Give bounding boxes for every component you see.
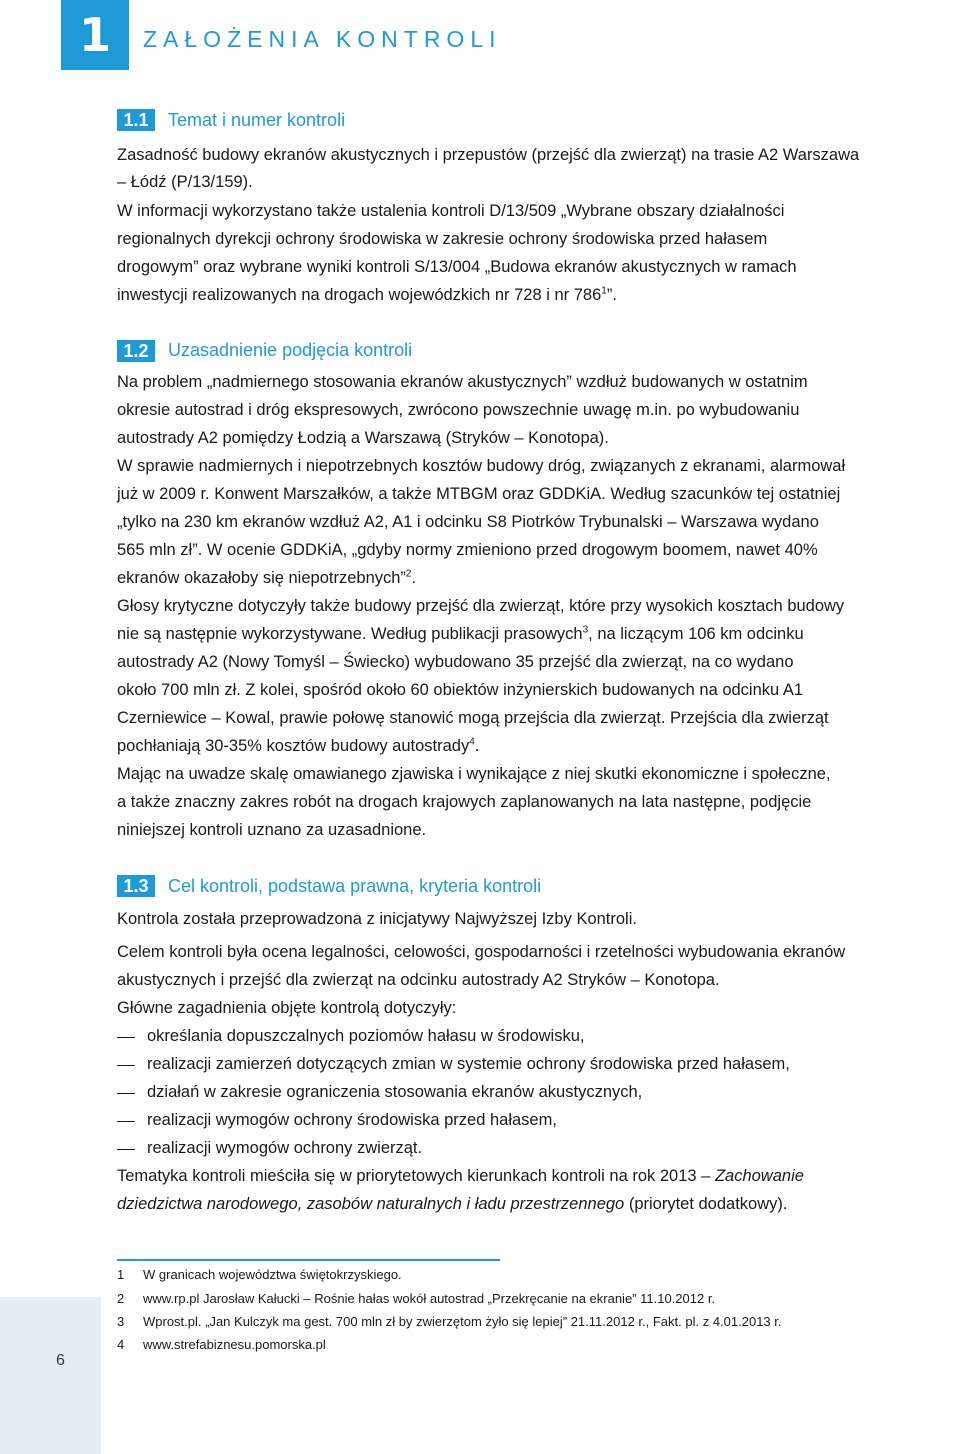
section-number-1-3: 1.3 <box>117 875 155 897</box>
line-end: , na liczącym 106 km odcinku <box>588 625 804 643</box>
footnote-text: W granicach województwa świętokrzyskiego. <box>143 1267 402 1282</box>
line-end: ”. <box>606 286 617 304</box>
footnote-ref: 2 <box>405 568 412 580</box>
chapter-number: 1 <box>78 8 111 62</box>
chapter-title: ZAŁOŻENIA KONTROLI <box>143 26 502 52</box>
bullet-item: działań w zakresie ograniczenia stosowania ekranów akustycznych, <box>147 1083 643 1101</box>
bullet-item: realizacji wymogów ochrony zwierząt. <box>147 1139 423 1157</box>
footnote-ref: 3 <box>582 624 589 636</box>
section-title-1-2: Uzasadnienie podjęcia kontroli <box>168 340 413 360</box>
paragraph-line: Głosy krytyczne dotyczyły także budowy przejść dla zwierząt, które przy wysokich kosztach budowy <box>117 597 845 615</box>
bullet-dash <box>117 1149 135 1150</box>
section-number-1-2: 1.2 <box>117 340 155 362</box>
paragraph-line: Na problem „nadmiernego stosowania ekranów akustycznych” wzdłuż budowanych w ostatnim <box>117 373 808 391</box>
paragraph-line: – Łódź (P/13/159). <box>117 173 253 191</box>
footnote-text: www.strefabiznesu.pomorska.pl <box>143 1337 326 1352</box>
paragraph-line <box>117 286 960 305</box>
line-text: inwestycji realizowanych na drogach wojewódzkich nr 728 i nr 786 <box>117 286 602 304</box>
bullet-item: realizacji zamierzeń dotyczących zmian w systemie ochrony środowiska przed hałasem, <box>147 1055 790 1073</box>
footnote-ref: 1 <box>601 285 607 297</box>
paragraph-line: 565 mln zł”. W ocenie GDDKiA, „gdyby normy zmieniono przed drogowym boomem, nawet 40% <box>117 541 818 559</box>
paragraph-line: okresie autostrad i dróg ekspresowych, zwrócono powszechnie uwagę m.in. po wybudowaniu <box>117 401 800 419</box>
paragraph-line: drogowym” oraz wybrane wyniki kontroli S/13/004 „Budowa ekranów akustycznych w ramach <box>117 258 797 276</box>
paragraph-line <box>117 1167 960 1186</box>
paragraph-line: około 700 mln zł. Z kolei, spośród około 60 obiektów inżynierskich budowanych na odcinku A1 <box>117 681 804 699</box>
paragraph-line: autostrady A2 pomiędzy Łodzią a Warszawą (Stryków – Konotopa). <box>117 429 609 447</box>
paragraph-line: „tylko na 230 km ekranów wzdłuż A2, A1 i odcinku S8 Piotrków Trybunalski – Warszawa wydano <box>117 513 819 531</box>
section-title-1-1: Temat i numer kontroli <box>168 110 346 130</box>
paragraph-line: już w 2009 r. Konwent Marszałków, a także MTBGM oraz GDDKiA. Według szacunków tej ostatniej <box>117 485 841 503</box>
line-text: nie są następnie wykorzystywane. Według publikacji prasowych <box>117 625 583 643</box>
bullet-dash <box>117 1093 135 1094</box>
paragraph-line: Główne zagadnienia objęte kontrolą dotyczyły: <box>117 999 457 1017</box>
paragraph-line: akustycznych i przejść dla zwierząt na odcinku autostrady A2 Stryków – Konotopa. <box>117 971 720 989</box>
line-text: ekranów okazałoby się niepotrzebnych” <box>117 569 406 587</box>
italic-text: dziedzictwa narodowego, zasobów naturalnych i ładu przestrzennego <box>117 1195 625 1213</box>
line-text: (priorytet dodatkowy). <box>624 1195 788 1213</box>
bullet-dash <box>117 1121 135 1122</box>
paragraph-line <box>117 1195 960 1214</box>
footnote-text: Wprost.pl. „Jan Kulczyk ma gest. 700 mln zł by zwierzętom żyło się lepiej” 21.11.2012 r., Fakt. pl. z 4.01.2013 r. <box>143 1314 782 1329</box>
footnote-number: 2 <box>117 1291 125 1306</box>
bullet-item: realizacji wymogów ochrony środowiska przed hałasem, <box>147 1111 557 1129</box>
bullet-item: określania dopuszczalnych poziomów hałasu w środowisku, <box>147 1027 585 1045</box>
paragraph-line: niniejszej kontroli uznano za uzasadnione. <box>117 821 427 839</box>
footnote-number: 3 <box>117 1314 125 1329</box>
paragraph-line <box>117 569 960 588</box>
page-number: 6 <box>56 1352 65 1369</box>
footnote-number: 4 <box>117 1337 125 1352</box>
page-number-tab <box>0 1297 101 1454</box>
line-text: pochłaniają 30-35% kosztów budowy autostrady <box>117 737 470 755</box>
bullet-dash <box>117 1065 135 1066</box>
footnote-rule <box>117 1259 500 1261</box>
paragraph-line: Zasadność budowy ekranów akustycznych i przepustów (przejść dla zwierząt) na trasie A2 Warszawa <box>117 146 860 164</box>
chapter-number-box <box>61 0 129 70</box>
footnote-number: 1 <box>117 1267 125 1282</box>
section-number-1-1: 1.1 <box>117 109 155 131</box>
footnote-text: www.rp.pl Jarosław Kałucki – Rośnie hałas wokół autostrad „Przekręcanie na ekranie” 11.10.2012 r. <box>143 1291 716 1306</box>
paragraph-line: W informacji wykorzystano także ustalenia kontroli D/13/509 „Wybrane obszary działalności <box>117 202 785 220</box>
paragraph-line: Celem kontroli była ocena legalności, celowości, gospodarności i rzetelności wybudowania ekranów <box>117 943 846 961</box>
paragraph-line: Mając na uwadze skalę omawianego zjawiska i wynikające z niej skutki ekonomiczne i społeczne, <box>117 765 831 783</box>
paragraph-line: a także znaczny zakres robót na drogach krajowych zaplanowanych na lata następne, podjęcie <box>117 793 812 811</box>
paragraph-line <box>117 625 960 644</box>
line-text: Tematyka kontroli mieściła się w priorytetowych kierunkach kontroli na rok 2013 – <box>117 1167 715 1185</box>
paragraph-line: regionalnych dyrekcji ochrony środowiska w zakresie ochrony środowiska przed hałasem <box>117 230 768 248</box>
section-title-1-3: Cel kontroli, podstawa prawna, kryteria kontroli <box>168 876 542 896</box>
italic-text: Zachowanie <box>714 1167 804 1185</box>
line-end: . <box>411 569 417 587</box>
paragraph-line: Kontrola została przeprowadzona z inicjatywy Najwyższej Izby Kontroli. <box>117 910 637 928</box>
bullet-dash <box>117 1037 135 1038</box>
paragraph-line: W sprawie nadmiernych i niepotrzebnych kosztów budowy dróg, związanych z ekranami, alarmował <box>117 457 846 475</box>
paragraph-line: Czerniewice – Kowal, prawie połowę stanowić mogą przejścia dla zwierząt. Przejścia dla zwierząt <box>117 709 829 727</box>
paragraph-line: autostrady A2 (Nowy Tomyśl – Świecko) wybudowano 35 przejść dla zwierząt, na co wydano <box>117 653 794 671</box>
line-end: . <box>474 737 480 755</box>
paragraph-line <box>117 737 960 756</box>
footnote-ref: 4 <box>469 736 475 748</box>
